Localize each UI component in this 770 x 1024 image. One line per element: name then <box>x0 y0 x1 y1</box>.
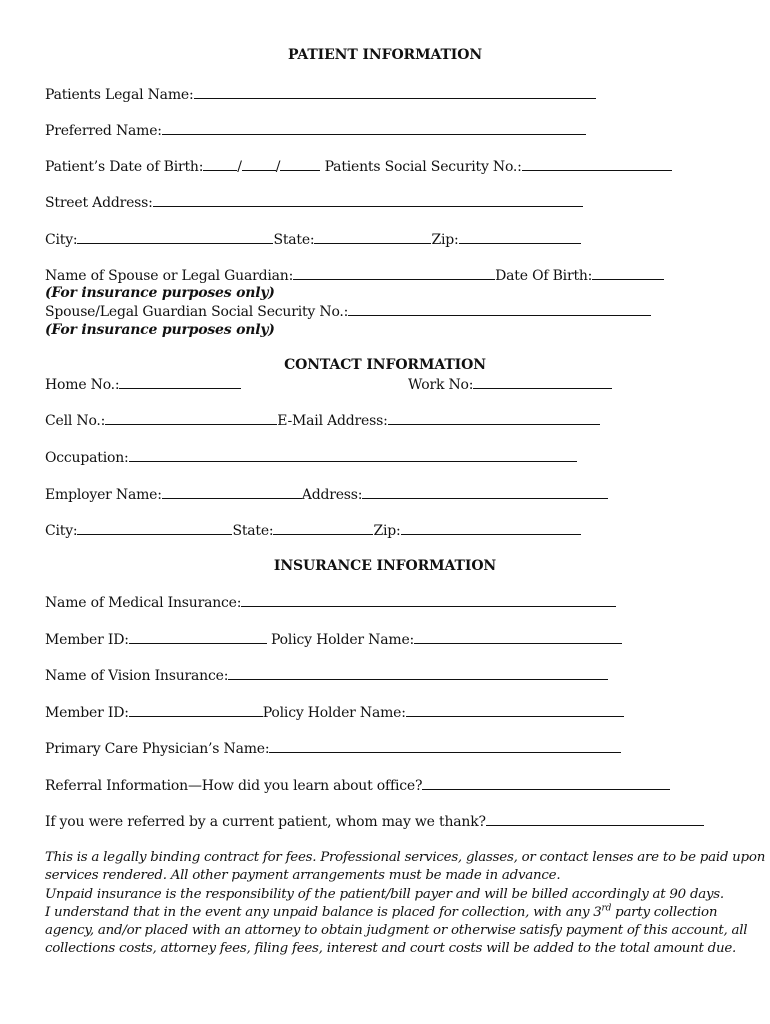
home-phone-field[interactable] <box>119 375 241 389</box>
zip-field[interactable] <box>459 230 581 244</box>
insurance-information-heading: INSURANCE INFORMATION <box>273 558 497 574</box>
referred-by-row <box>45 812 704 831</box>
email-label: E-Mail Address: <box>277 413 388 429</box>
home-phone-row <box>45 375 241 394</box>
employer-field[interactable] <box>162 485 302 499</box>
preferred-name-row <box>45 121 586 140</box>
terms-line: services rendered. All other payment arrangements must be made in advance. <box>45 868 561 884</box>
employer-state-field[interactable] <box>273 521 373 535</box>
preferred-name-label: Preferred Name: <box>45 123 162 139</box>
email-field[interactable] <box>388 411 600 425</box>
legal-name-row <box>45 85 596 104</box>
legal-name-field[interactable] <box>194 85 596 99</box>
employer-address-label: Address: <box>301 487 363 503</box>
contact-information-heading: CONTACT INFORMATION <box>284 357 486 373</box>
policy-holder-label: Policy Holder Name: <box>262 705 406 721</box>
referred-by-field[interactable] <box>486 812 704 826</box>
state-label: State: <box>273 232 315 248</box>
city-state-zip-row <box>45 230 581 249</box>
street-address-label: Street Address: <box>45 195 153 211</box>
terms-line: collections costs, attorney fees, filing fees, interest and court costs will be added to the total amount due. <box>45 941 737 957</box>
dob-separator: / <box>237 159 242 175</box>
vision-insurance-row <box>45 666 608 685</box>
employer-state-label: State: <box>232 523 274 539</box>
referral-field[interactable] <box>422 776 670 790</box>
employer-city-field[interactable] <box>77 521 232 535</box>
medical-insurance-row <box>45 593 616 612</box>
pcp-label: Primary Care Physician’s Name: <box>45 741 270 757</box>
employer-label: Employer Name: <box>45 487 162 503</box>
dob-separator: / <box>275 159 281 175</box>
cell-field[interactable] <box>105 411 277 425</box>
referral-label: Referral Information—How did you learn about office? <box>45 778 423 794</box>
payment-terms-paragraph <box>45 849 766 959</box>
vision-insurance-field[interactable] <box>228 666 608 680</box>
city-field[interactable] <box>77 230 273 244</box>
terms-line: Unpaid insurance is the responsibility of the patient/bill payer and will be billed accordingly at 90 days. <box>45 886 724 902</box>
employer-row <box>45 485 608 504</box>
street-address-field[interactable] <box>153 193 583 207</box>
dob-month-field[interactable] <box>203 157 237 171</box>
spouse-ssn-row <box>45 302 651 321</box>
home-phone-label: Home No.: <box>45 377 120 393</box>
employer-city-row <box>45 521 581 540</box>
terms-line: This is a legally binding contract for fees. Professional services, glasses, or contact lenses are to be paid upon <box>45 850 766 865</box>
work-phone-field[interactable] <box>473 375 612 389</box>
member-id-label: Member ID: <box>45 705 129 721</box>
preferred-name-field[interactable] <box>162 121 586 135</box>
vision-member-row <box>45 703 624 722</box>
cell-label: Cell No.: <box>45 413 106 429</box>
medical-policy-holder-field[interactable] <box>414 630 622 644</box>
terms-line-part: I understand that in the event any unpaid balance is placed for collection, with any 3 <box>45 904 602 920</box>
medical-insurance-field[interactable] <box>241 593 616 607</box>
medical-insurance-label: Name of Medical Insurance: <box>45 595 242 611</box>
employer-zip-field[interactable] <box>401 521 581 535</box>
policy-holder-label: Policy Holder Name: <box>271 632 415 648</box>
terms-line-part: party collection <box>611 904 718 920</box>
vision-policy-holder-field[interactable] <box>406 703 624 717</box>
legal-name-label: Patients Legal Name: <box>45 87 194 103</box>
vision-insurance-label: Name of Vision Insurance: <box>45 668 229 684</box>
spouse-name-row <box>45 266 664 285</box>
medical-member-id-field[interactable] <box>129 630 267 644</box>
member-id-label: Member ID: <box>45 632 129 648</box>
spouse-name-label: Name of Spouse or Legal Guardian: <box>45 268 294 284</box>
zip-label: Zip: <box>431 232 459 248</box>
spouse-name-field[interactable] <box>293 266 495 280</box>
work-phone-label: Work No: <box>408 377 474 393</box>
medical-member-row <box>45 630 622 649</box>
insurance-purposes-note: (For insurance purposes only) <box>45 285 275 301</box>
occupation-field[interactable] <box>129 448 577 462</box>
spouse-dob-label: Date Of Birth: <box>495 268 593 284</box>
spouse-ssn-field[interactable] <box>348 302 651 316</box>
city-label: City: <box>45 232 78 248</box>
pcp-field[interactable] <box>269 739 621 753</box>
employer-address-field[interactable] <box>362 485 608 499</box>
dob-label: Patient’s Date of Birth: <box>45 159 204 175</box>
cell-email-row <box>45 411 600 430</box>
dob-day-field[interactable] <box>242 157 276 171</box>
insurance-purposes-note: (For insurance purposes only) <box>45 322 275 338</box>
vision-member-id-field[interactable] <box>129 703 263 717</box>
referred-by-label: If you were referred by a current patient, whom may we thank? <box>45 814 486 830</box>
occupation-row <box>45 448 577 467</box>
ssn-label: Patients Social Security No.: <box>324 159 522 175</box>
terms-line: agency, and/or placed with an attorney to obtain judgment or otherwise satisfy payment of this account, all <box>45 923 748 939</box>
employer-zip-label: Zip: <box>373 523 401 539</box>
dob-ssn-row <box>45 157 672 176</box>
employer-city-label: City: <box>45 523 78 539</box>
street-address-row <box>45 193 583 212</box>
dob-year-field[interactable] <box>280 157 320 171</box>
terms-line <box>45 904 735 922</box>
state-field[interactable] <box>314 230 431 244</box>
spouse-dob-field[interactable] <box>592 266 664 280</box>
work-phone-row <box>408 375 612 394</box>
spouse-ssn-label: Spouse/Legal Guardian Social Security No.: <box>45 304 349 320</box>
ordinal-suffix: rd <box>601 903 612 914</box>
pcp-row <box>45 739 621 758</box>
referral-row <box>45 776 670 795</box>
patient-information-heading: PATIENT INFORMATION <box>287 47 483 63</box>
occupation-label: Occupation: <box>45 450 129 466</box>
ssn-field[interactable] <box>522 157 672 171</box>
